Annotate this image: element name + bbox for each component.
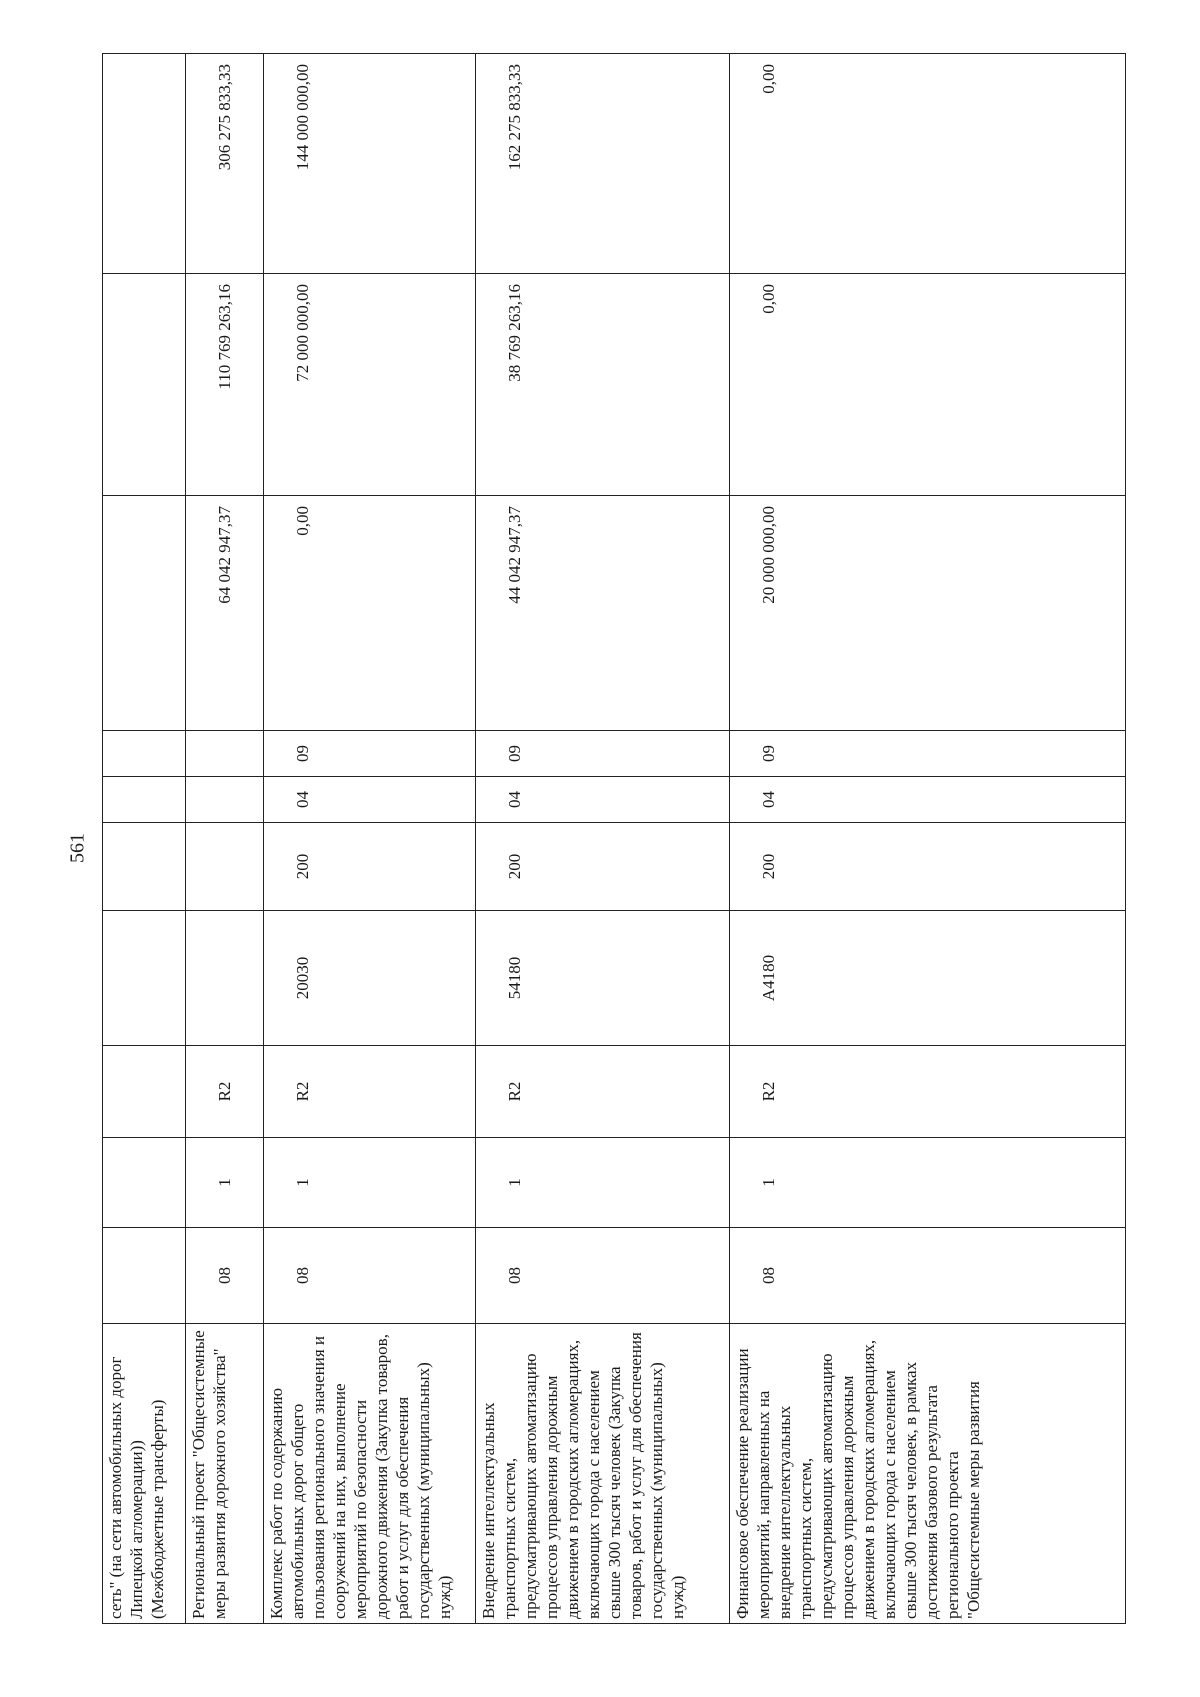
code-expense-type [186, 823, 264, 911]
code-subprogram [103, 1138, 186, 1228]
amount-year-2 [103, 274, 186, 496]
table-row [186, 54, 264, 1624]
code-section: 08 [186, 1228, 264, 1324]
code-chapter [103, 777, 186, 823]
code-subprogram: 1 [730, 1138, 1126, 1228]
table-row [730, 54, 1126, 1624]
table-row [476, 54, 730, 1624]
budget-table [102, 53, 1126, 1624]
row-description: Финансовое обеспечение реализации мероприятий, направленных на внедрение интеллектуальных транспортных систем, предусматривающих автоматизацию процессов управления дорожным движением в городских агломерациях, включающих города с населением свыше 300 тысяч человек, в рамках достижения базового результата регионального проекта "Общесистемные меры развития [730, 1324, 1126, 1624]
amount-year-1: 20 000 000,00 [730, 496, 1126, 731]
code-expense-type: 200 [476, 823, 730, 911]
code-subchapter: 09 [476, 731, 730, 777]
code-subchapter [186, 731, 264, 777]
code-subprogram: 1 [264, 1138, 476, 1228]
code-direction: А4180 [730, 911, 1126, 1046]
budget-table-container [102, 54, 1126, 1624]
table-row [103, 54, 186, 1624]
row-description: Комплекс работ по содержанию автомобильных дорог общего пользования регионального значения и сооружений на них, выполнение мероприятий по безопасности дорожного движения (Закупка товаров, работ и услуг для обеспечения государственных (муниципальных) нужд) [264, 1324, 476, 1624]
page-number: 561 [66, 833, 89, 863]
code-project: R2 [186, 1046, 264, 1138]
amount-year-3: 0,00 [730, 54, 1126, 274]
amount-year-3 [103, 54, 186, 274]
row-description: Региональный проект "Общесистемные меры развития дорожного хозяйства" [186, 1324, 264, 1624]
code-expense-type: 200 [730, 823, 1126, 911]
code-chapter: 04 [730, 777, 1126, 823]
table-row [264, 54, 476, 1624]
amount-year-2: 110 769 263,16 [186, 274, 264, 496]
code-project: R2 [730, 1046, 1126, 1138]
code-expense-type: 200 [264, 823, 476, 911]
code-section [103, 1228, 186, 1324]
code-section: 08 [730, 1228, 1126, 1324]
amount-year-3: 162 275 833,33 [476, 54, 730, 274]
amount-year-2: 72 000 000,00 [264, 274, 476, 496]
amount-year-1: 44 042 947,37 [476, 496, 730, 731]
code-project [103, 1046, 186, 1138]
amount-year-3: 306 275 833,33 [186, 54, 264, 274]
code-direction: 20030 [264, 911, 476, 1046]
row-description: сеть" (на сети автомобильных дорог Липецкой агломерации)) (Межбюджетные трансферты) [103, 1324, 186, 1624]
code-subprogram: 1 [476, 1138, 730, 1228]
code-subprogram: 1 [186, 1138, 264, 1228]
code-section: 08 [476, 1228, 730, 1324]
amount-year-1: 0,00 [264, 496, 476, 731]
code-subchapter [103, 731, 186, 777]
amount-year-1 [103, 496, 186, 731]
row-description: Внедрение интеллектуальных транспортных систем, предусматривающих автоматизацию процессов управления дорожным движением в городских агломерациях, включающих города с населением свыше 300 тысяч человек (Закупка товаров, работ и услуг для обеспечения государственных (муниципальных) нужд) [476, 1324, 730, 1624]
amount-year-2: 38 769 263,16 [476, 274, 730, 496]
code-expense-type [103, 823, 186, 911]
code-chapter: 04 [264, 777, 476, 823]
code-direction [103, 911, 186, 1046]
code-chapter [186, 777, 264, 823]
code-direction [186, 911, 264, 1046]
amount-year-1: 64 042 947,37 [186, 496, 264, 731]
code-project: R2 [264, 1046, 476, 1138]
code-project: R2 [476, 1046, 730, 1138]
code-direction: 54180 [476, 911, 730, 1046]
code-chapter: 04 [476, 777, 730, 823]
amount-year-2: 0,00 [730, 274, 1126, 496]
amount-year-3: 144 000 000,00 [264, 54, 476, 274]
code-subchapter: 09 [730, 731, 1126, 777]
code-section: 08 [264, 1228, 476, 1324]
code-subchapter: 09 [264, 731, 476, 777]
